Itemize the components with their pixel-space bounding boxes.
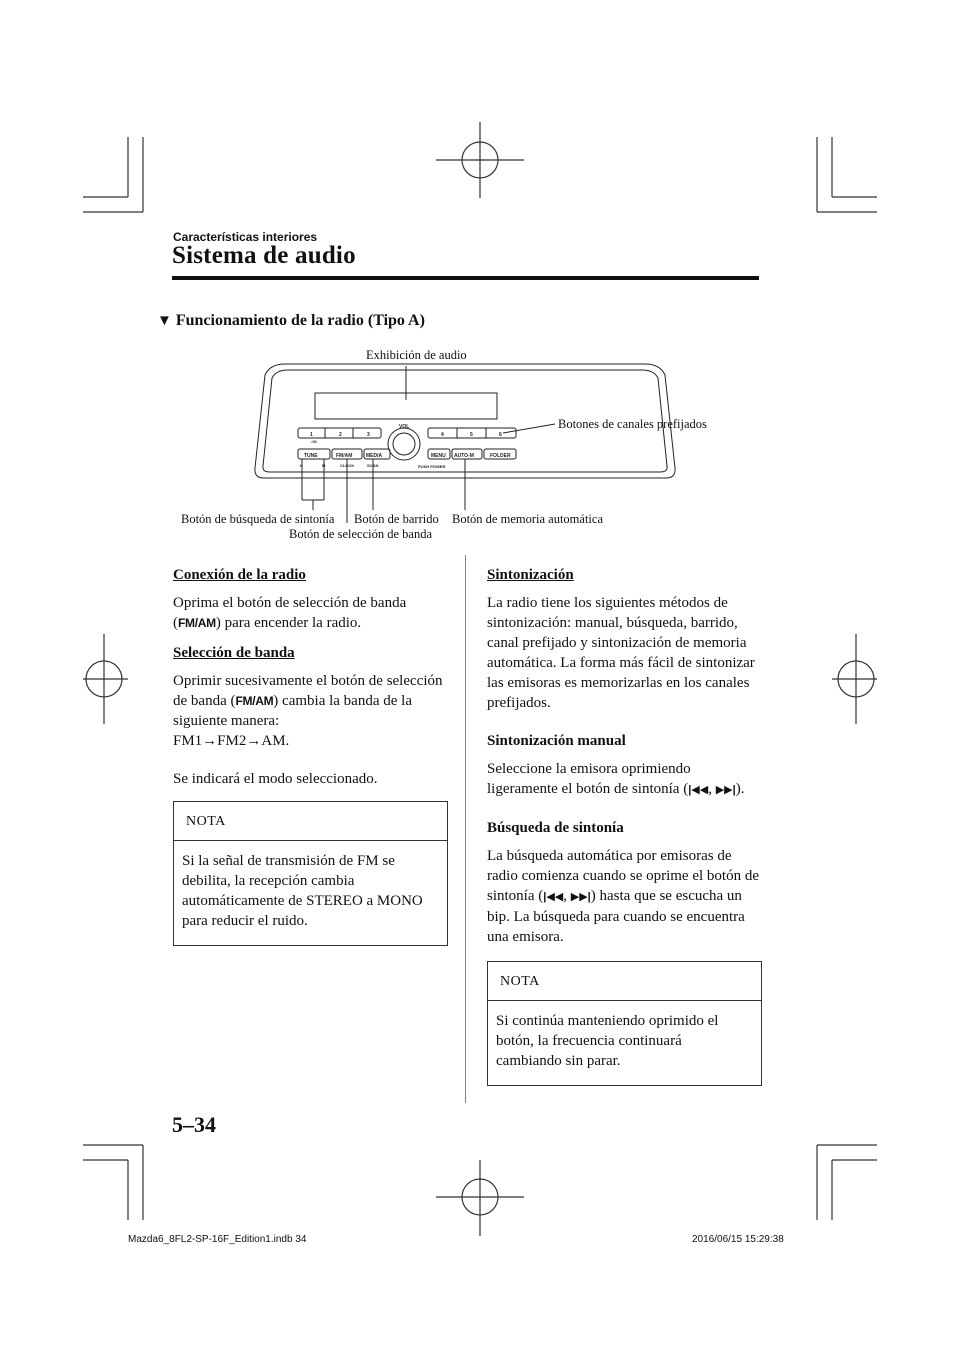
note-title: NOTA [174, 802, 447, 841]
small-00-label: :00 [311, 439, 317, 444]
band-sequence: FM1→FM2→AM. [173, 733, 290, 749]
push-power-label: PUSH POWER [418, 464, 446, 469]
seek-forward-icon: ▶▶| [570, 891, 591, 903]
note-box-left [173, 801, 448, 946]
heading-manual-tuning: Sintonización manual [487, 733, 626, 749]
scan-label: SCAN [367, 463, 379, 468]
seek-back-icon: |◀◀ [543, 891, 564, 903]
note-box-right [487, 961, 762, 1086]
text-part: ) para encender la radio. [215, 615, 362, 631]
preset-4-label: 4 [441, 432, 444, 438]
page-title: Sistema de audio [172, 242, 356, 269]
callout-band-button: Botón de selección de banda [289, 527, 433, 541]
menu-label: MENU [431, 453, 446, 459]
title-rule [172, 276, 759, 280]
paragraph-mode-indicated: Se indicará el modo seleccionado. [173, 771, 378, 787]
media-label: MEDIA [366, 453, 383, 459]
heading-radio-connection: Conexión de la radio [173, 567, 306, 583]
clock-label: CLOCK [340, 463, 355, 468]
fm-am-chip: FM/AM [178, 616, 216, 630]
triangle-down-icon: ▼ [157, 312, 172, 329]
text-part: La búsqueda automática por emisoras de radio comienza cuando se oprime el botón de sintonía ( [487, 848, 759, 904]
footer-file: Mazda6_8FL2-SP-16F_Edition1.indb 34 [128, 1234, 307, 1245]
footer-timestamp: 2016/06/15 15:29:38 [692, 1234, 784, 1245]
m-label: M [322, 463, 326, 468]
tune-label: TUNE [304, 453, 318, 459]
paragraph-band-selection [173, 671, 448, 731]
paragraph-radio-connection [173, 593, 448, 633]
seek-back-icon: |◀◀ [688, 784, 709, 796]
page-number: 5–34 [172, 1112, 216, 1137]
preset-1-label: 1 [310, 432, 313, 438]
right-column [487, 565, 762, 1086]
note-title: NOTA [488, 962, 761, 1001]
folder-label: FOLDER [490, 453, 511, 459]
preset-6-label: 6 [499, 432, 502, 438]
note-body: Si continúa manteniendo oprimido el botón, la frecuencia continuará cambiando sin parar. [496, 1013, 719, 1069]
section-label: Características interiores [173, 230, 318, 244]
fm-am-label: FM/AM [336, 453, 353, 459]
heading-seek-tuning: Búsqueda de sintonía [487, 820, 624, 836]
paragraph-tuning: La radio tiene los siguientes métodos de sintonización: manual, búsqueda, barrido, canal prefijado y sintonización de memoria automática. La forma más fácil de sintonizar las emisoras es memorizarlas en los canales prefijados. [487, 595, 755, 711]
seek-forward-icon: ▶▶| [715, 784, 736, 796]
column-divider [465, 555, 466, 1103]
text-part: Oprima el botón de selección de banda ( [173, 595, 407, 631]
heading-tuning: Sintonización [487, 567, 574, 583]
text-part: ). [735, 781, 745, 797]
text-part: Seleccione la emisora oprimiendo ligeramente el botón de sintonía ( [487, 761, 691, 797]
paragraph-seek-tuning: La búsqueda automática por emisoras de radio comienza cuando se oprime el botón de sintonía (|◀◀, ▶▶|) hasta que se escucha un bip. La búsqueda para cuando se encuentra una emisora. [487, 848, 759, 945]
note-body: Si la señal de transmisión de FM se debilita, la recepción cambia automáticamente de STEREO a MONO para reducir el ruido. [182, 853, 423, 929]
vol-label: VOL [399, 424, 410, 430]
auto-m-label: AUTO-M [454, 453, 474, 459]
callout-audio-display: Exhibición de audio [366, 348, 467, 362]
heading-band-selection: Selección de banda [173, 645, 295, 661]
h-label: H [300, 463, 303, 468]
text-part: Oprimir sucesivamente el botón de selección de banda ( [173, 673, 443, 709]
preset-5-label: 5 [470, 432, 473, 438]
paragraph-manual-tuning: Seleccione la emisora oprimiendo ligeramente el botón de sintonía (|◀◀, ▶▶|). [487, 761, 745, 797]
callout-preset-buttons: Botones de canales prefijados [558, 417, 707, 431]
preset-3-label: 3 [367, 432, 370, 438]
preset-2-label: 2 [339, 432, 342, 438]
callout-seek-button: Botón de búsqueda de sintonía [181, 512, 335, 526]
fm-am-chip: FM/AM [235, 694, 274, 708]
callout-scan-button: Botón de barrido [354, 512, 439, 526]
callout-auto-memory-button: Botón de memoria automática [452, 512, 603, 526]
left-column [173, 565, 448, 946]
text-part: ) cambia la banda de la siguiente manera: [173, 693, 412, 729]
subheading-text: Funcionamiento de la radio (Tipo A) [175, 312, 425, 329]
text-part: ) hasta que se escucha un bip. La búsqueda para cuando se encuentra una emisora. [487, 888, 745, 945]
subheading [157, 312, 425, 330]
